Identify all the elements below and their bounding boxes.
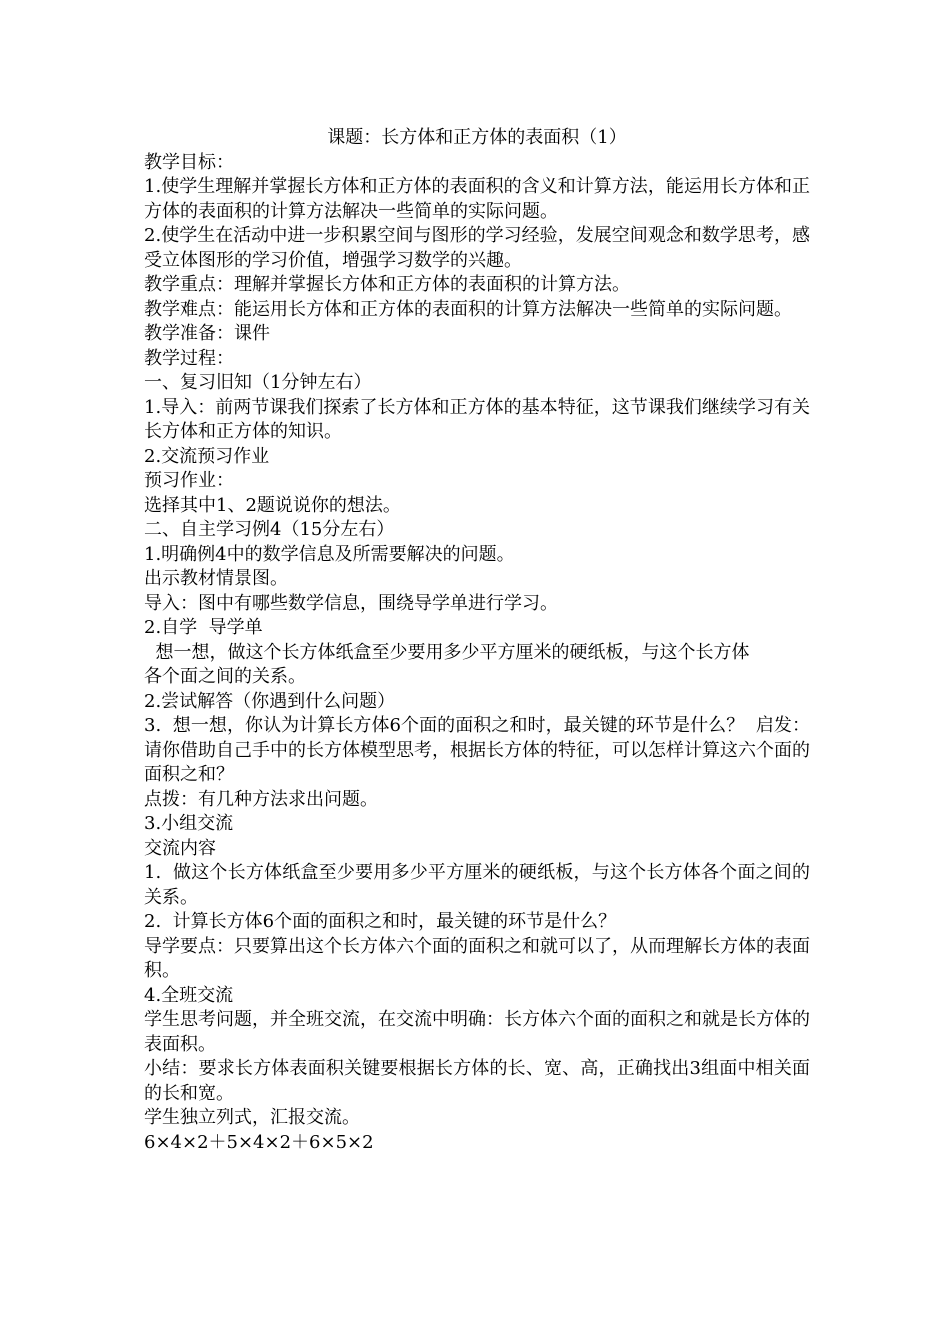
text-line: 一、复习旧知（1分钟左右） <box>144 372 372 393</box>
text-line: 2.尝试解答（你遇到什么问题） <box>144 690 396 712</box>
text-line: 1. 做这个长方体纸盒至少要用多少平方厘米的硬纸板，与这个长方体各个面之间的关系。 <box>144 862 810 908</box>
document-body <box>144 126 810 1155</box>
text-line: 小结：要求长方体表面积关键要根据长方体的长、宽、高，正确找出3组面中相关面的长和宽。 <box>144 1058 810 1104</box>
text-line: 1.使学生理解并掌握长方体和正方体的表面积的含义和计算方法，能运用长方体和正方体的表面积的计算方法解决一些简单的实际问题。 <box>144 176 810 222</box>
text-line: 2.使学生在活动中进一步积累空间与图形的学习经验，发展空间观念和数学思考，感受立体图形的学习价值，增强学习数学的兴趣。 <box>144 225 810 271</box>
text-line: 2.交流预习作业 <box>144 445 270 467</box>
text-line: 教学重点：理解并掌握长方体和正方体的表面积的计算方法。 <box>144 274 630 295</box>
formula-line: 6×4×2＋5×4×2＋6×5×2 <box>144 1131 374 1153</box>
page-title: 课题：长方体和正方体的表面积（1） <box>327 127 627 148</box>
text-line: 3.小组交流 <box>144 813 234 834</box>
text-line: 教学难点：能运用长方体和正方体的表面积的计算方法解决一些简单的实际问题。 <box>144 298 792 320</box>
text-line: 1.明确例4中的数学信息及所需要解决的问题。 <box>144 543 515 565</box>
text-line: 各个面之间的关系。 <box>144 666 306 687</box>
text-line: 想一想，做这个长方体纸盒至少要用多少平方厘米的硬纸板，与这个长方体 <box>144 641 750 663</box>
text-line: 交流内容 <box>144 837 216 859</box>
text-line: 学生独立列式，汇报交流。 <box>144 1107 360 1128</box>
text-line: 导入：图中有哪些数学信息，围绕导学单进行学习。 <box>144 592 558 614</box>
text-line: 导学要点：只要算出这个长方体六个面的面积之和就可以了，从而理解长方体的表面积。 <box>144 935 810 981</box>
text-line: 出示教材情景图。 <box>144 568 288 589</box>
text-line: 3. 想一想，你认为计算长方体6个面的面积之和时，最关键的环节是什么？ 启发：请你借助自己手中的长方体模型思考，根据长方体的特征，可以怎样计算这六个面的面积之和？ <box>144 715 810 785</box>
text-line: 学生思考问题，并全班交流，在交流中明确：长方体六个面的面积之和就是长方体的表面积。 <box>144 1009 810 1055</box>
text-line: 1.导入：前两节课我们探索了长方体和正方体的基本特征，这节课我们继续学习有关长方体和正方体的知识。 <box>144 396 810 442</box>
text-line: 4.全班交流 <box>144 984 234 1006</box>
text-line: 预习作业： <box>144 470 234 491</box>
text-line: 教学目标： <box>144 151 234 173</box>
text-line: 2.自学 导学单 <box>144 617 263 638</box>
text-line: 2. 计算长方体6个面的面积之和时，最关键的环节是什么？ <box>144 911 617 932</box>
text-line: 选择其中1、2题说说你的想法。 <box>144 494 401 516</box>
text-line: 教学过程： <box>144 347 234 369</box>
text-line: 教学准备：课件 <box>144 323 270 344</box>
text-line: 点拨：有几种方法求出问题。 <box>144 788 378 810</box>
text-line: 二、自主学习例4（15分左右） <box>144 519 395 540</box>
